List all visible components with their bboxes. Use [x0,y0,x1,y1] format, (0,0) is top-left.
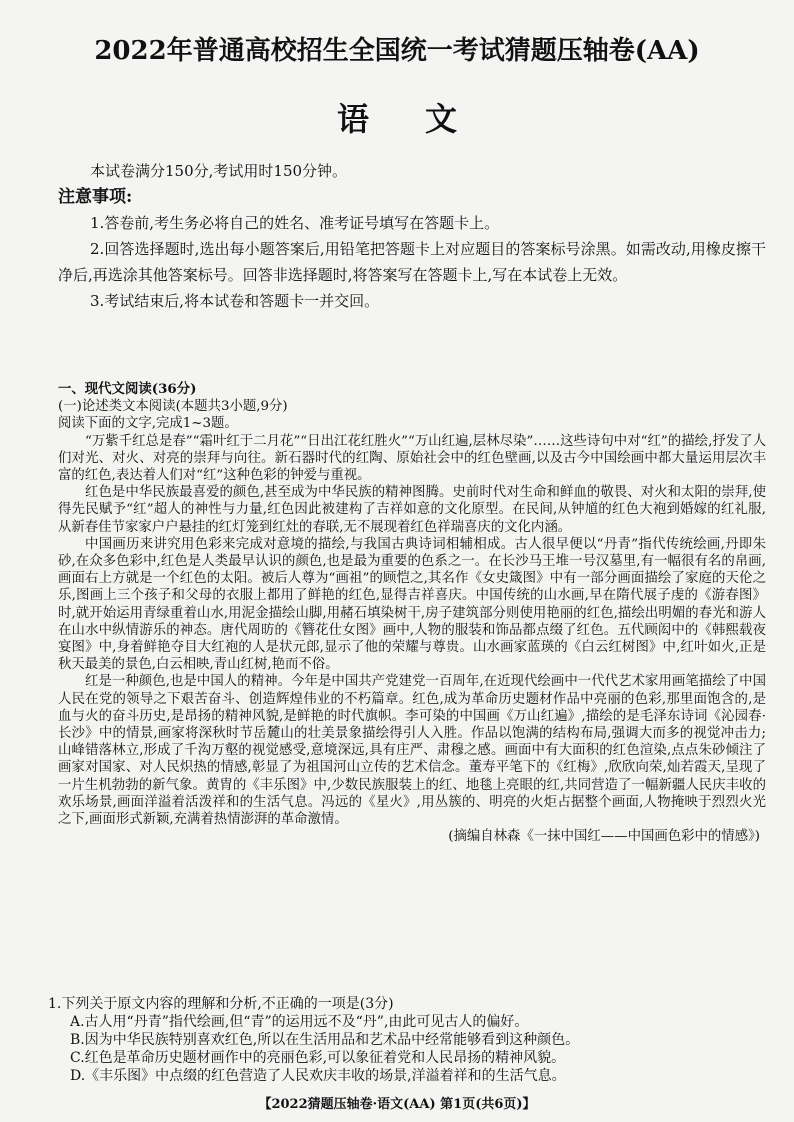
question-stem: 1.下列关于原文内容的理解和分析,不正确的一项是(3分) [48,996,394,1012]
exam-title: 2022年普通高校招生全国统一考试猜题压轴卷(AA) [94,36,700,66]
exam-intro: 本试卷满分150分,考试用时150分钟。 [90,162,348,180]
option-b: B.因为中华民族特别喜欢红色,所以在生活用品和艺术品中经常能够看到这种颜色。 [70,1032,580,1048]
subsection-heading: (一)论述类文本阅读(本题共3小题,9分) [58,399,288,415]
question-1 [48,995,766,1085]
option-a: A.古人用“丹青”指代绘画,但“青”的运用远不及“丹”,由此可见古人的偏好。 [70,1014,529,1030]
passage-paragraph: 中国画历来讲究用色彩来完成对意境的描绘,与我国古典诗词相辅相成。古人很早便以“丹青”指代传统绘画,丹即朱砂,在众多色彩中,红色是人类最早认识的颜色,也是最为重要的色系之一。在长沙马王堆一号汉墓里,有一幅很有名的帛画,画面右上方就是一个红色的太阳。被后人尊为“画祖”的顾恺之,其名作《女史箴图》中有一部分画面描绘了家庭的天伦之乐,图画上三个孩子和父母的衣服上都用了鲜艳的红色,显得吉祥喜庆。中国传统的山水画,早在隋代展子虔的《游春图》时,就开始运用青绿重着山水,用泥金描绘山脚,用赭石填染树干,房子建筑部分则使用艳丽的红色,描绘出明媚的春光和游人在山水中纵情游乐的神态。唐代周昉的《簪花仕女图》画中,人物的服装和饰品都点缀了红色。五代顾闳中的《韩熙载夜宴图》中,身着鲜艳夺目大红袍的人是状元郎,显示了他的荣耀与尊贵。山水画家蓝瑛的《白云红树图》中,红叶如火,正是秋天最美的景色,白云相映,青山红树,艳而不俗。 [58,536,766,673]
passage-source: (摘编自林森《一抹中国红——中国画色彩中的情感》) [448,829,760,845]
passage-paragraph: 红是一种颜色,也是中国人的精神。今年是中国共产党建党一百周年,在近现代绘画中一代代艺术家用画笔描绘了中国人民在党的领导之下艰苦奋斗、创造辉煌伟业的不朽篇章。红色,成为革命历史题材作品中亮丽的色彩,那里面饱含的,是血与火的奋斗历史,是昂扬的精神风貌,是鲜艳的时代旗帜。李可染的中国画《万山红遍》,描绘的是毛泽东诗词《沁园春·长沙》中的情景,画家将深秋时节岳麓山的壮美景象描绘得引人入胜。作品以饱满的结构布局,强调大而多的视觉冲击力;山峰错落林立,形成了千沟万壑的视觉感受,意境深远,具有庄严、肃穆之感。画面中有大面积的红色渲染,点点朱砂倾注了画家对国家、对人民炽热的情感,彰显了为祖国河山立传的艺术信念。董寿平笔下的《红梅》,欣欣向荣,灿若霞天,呈现了一片生机勃勃的新气象。黄胄的《丰乐图》中,少数民族服装上的红、地毯上亮眼的红,共同营造了一幅新疆人民庆丰收的欢乐场景,画面洋溢着活泼祥和的生活气息。冯远的《星火》,用丛簇的、明亮的火炬占据整个画面,人物掩映于烈烈火光之下,画面形式新颖,充满着热情澎湃的革命激情。 [58,674,766,828]
note-item: 2.回答选择题时,选出每小题答案后,用铅笔把答题卡上对应题目的答案标号涂黑。如需改动,用橡皮擦干净后,再选涂其他答案标号。回答非选择题时,将答案写在答题卡上,写在本试卷上无效。 [58,240,766,284]
exam-intro-block [58,158,766,314]
passage-paragraph: “万紫千红总是春”“霜叶红于二月花”“日出江花红胜火”“万山红遍,层林尽染”……这些诗句中对“红”的描绘,抒发了人们对光、对火、对亮的崇拜与向往。新石器时代的红陶、原始社会中的红色壁画,以及古今中国绘画中都大量运用层次丰富的红色,表达着人们对“红”这种色彩的钟爱与重视。 [58,433,766,484]
note-item: 3.考试结束后,将本试卷和答题卡一并交回。 [90,292,380,310]
option-d: D.《丰乐图》中点缀的红色营造了人民欢庆丰收的场景,洋溢着祥和的生活气息。 [70,1068,566,1084]
section-instruction: 阅读下面的文字,完成1~3题。 [58,416,238,432]
page-footer: 【2022猜题压轴卷·语文(AA) 第1页(共6页)】 [258,1097,536,1112]
section-heading: 一、现代文阅读(36分) [58,381,197,397]
note-item: 1.答卷前,考生务必将自己的姓名、准考证号填写在答题卡上。 [90,214,500,232]
subject-title: 语文 [336,100,513,138]
reading-section [58,381,766,845]
passage-paragraph: 红色是中华民族最喜爱的颜色,甚至成为中华民族的精神图腾。史前时代对生命和鲜血的敬畏、对火和太阳的崇拜,使得先民赋予“红”超人的神性与力量,红色因此被建构了吉祥如意的文化原型。在民间,从钟馗的红色大袍到婚嫁的红礼服,从新春佳节家家户户悬挂的红灯笼到红灶的春联,无不展现着红色祥瑞喜庆的文化内涵。 [58,485,766,535]
option-c: C.红色是革命历史题材画作中的亮丽色彩,可以象征着党和人民昂扬的精神风貌。 [70,1050,566,1066]
notes-heading: 注意事项: [58,187,133,207]
